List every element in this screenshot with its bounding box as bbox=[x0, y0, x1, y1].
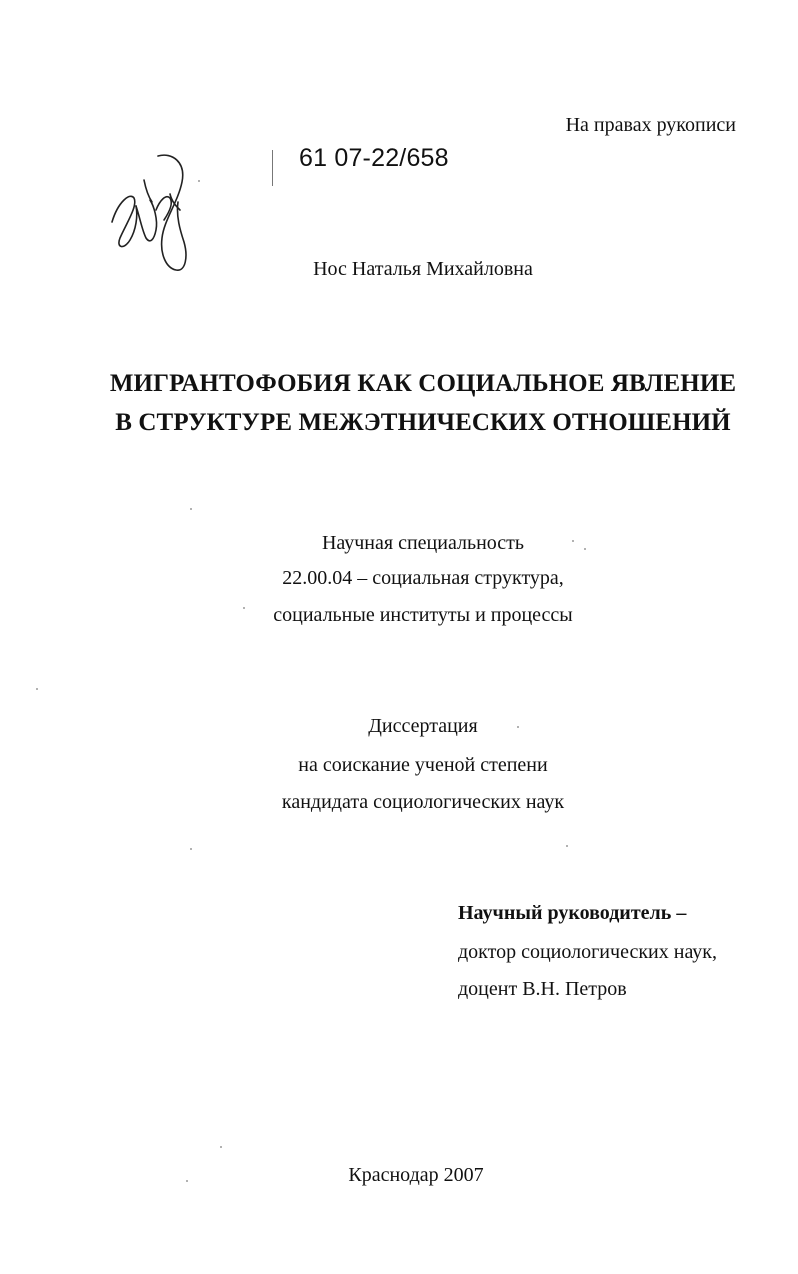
scan-speck bbox=[243, 607, 245, 609]
scan-speck bbox=[220, 1146, 222, 1148]
scan-speck bbox=[190, 508, 192, 510]
archive-stamp: 61 07-22/658 bbox=[299, 144, 449, 172]
stamp-divider bbox=[272, 150, 273, 186]
rights-notice: На правах рукописи bbox=[565, 114, 736, 136]
supervisor-heading: Научный руководитель – bbox=[458, 902, 687, 924]
degree-name: кандидата социологических наук bbox=[281, 791, 565, 813]
degree-purpose: на соискание ученой степени bbox=[298, 754, 548, 776]
specialty-code: 22.00.04 – социальная структура, bbox=[282, 567, 564, 589]
scan-speck bbox=[36, 688, 38, 690]
dissertation-title-line-1: МИГРАНТОФОБИЯ КАК СОЦИАЛЬНОЕ ЯВЛЕНИЕ bbox=[109, 370, 737, 397]
scan-speck bbox=[198, 180, 200, 182]
scan-speck bbox=[517, 726, 519, 728]
scan-speck bbox=[186, 1180, 188, 1182]
document-type: Диссертация bbox=[368, 715, 478, 737]
specialty-label: Научная специальность bbox=[321, 532, 525, 554]
supervisor-degree: доктор социологических наук, bbox=[458, 941, 718, 963]
scan-speck bbox=[190, 848, 192, 850]
city-and-year: Краснодар 2007 bbox=[348, 1164, 484, 1186]
scan-speck bbox=[584, 548, 586, 550]
specialty-description: социальные институты и процессы bbox=[273, 604, 573, 626]
dissertation-title-line-2: В СТРУКТУРЕ МЕЖЭТНИЧЕСКИХ ОТНОШЕНИЙ bbox=[115, 409, 731, 436]
supervisor-name: доцент В.Н. Петров bbox=[458, 978, 627, 1000]
scan-speck bbox=[566, 845, 568, 847]
author-name: Нос Наталья Михайловна bbox=[313, 258, 533, 280]
scan-speck bbox=[572, 540, 574, 542]
